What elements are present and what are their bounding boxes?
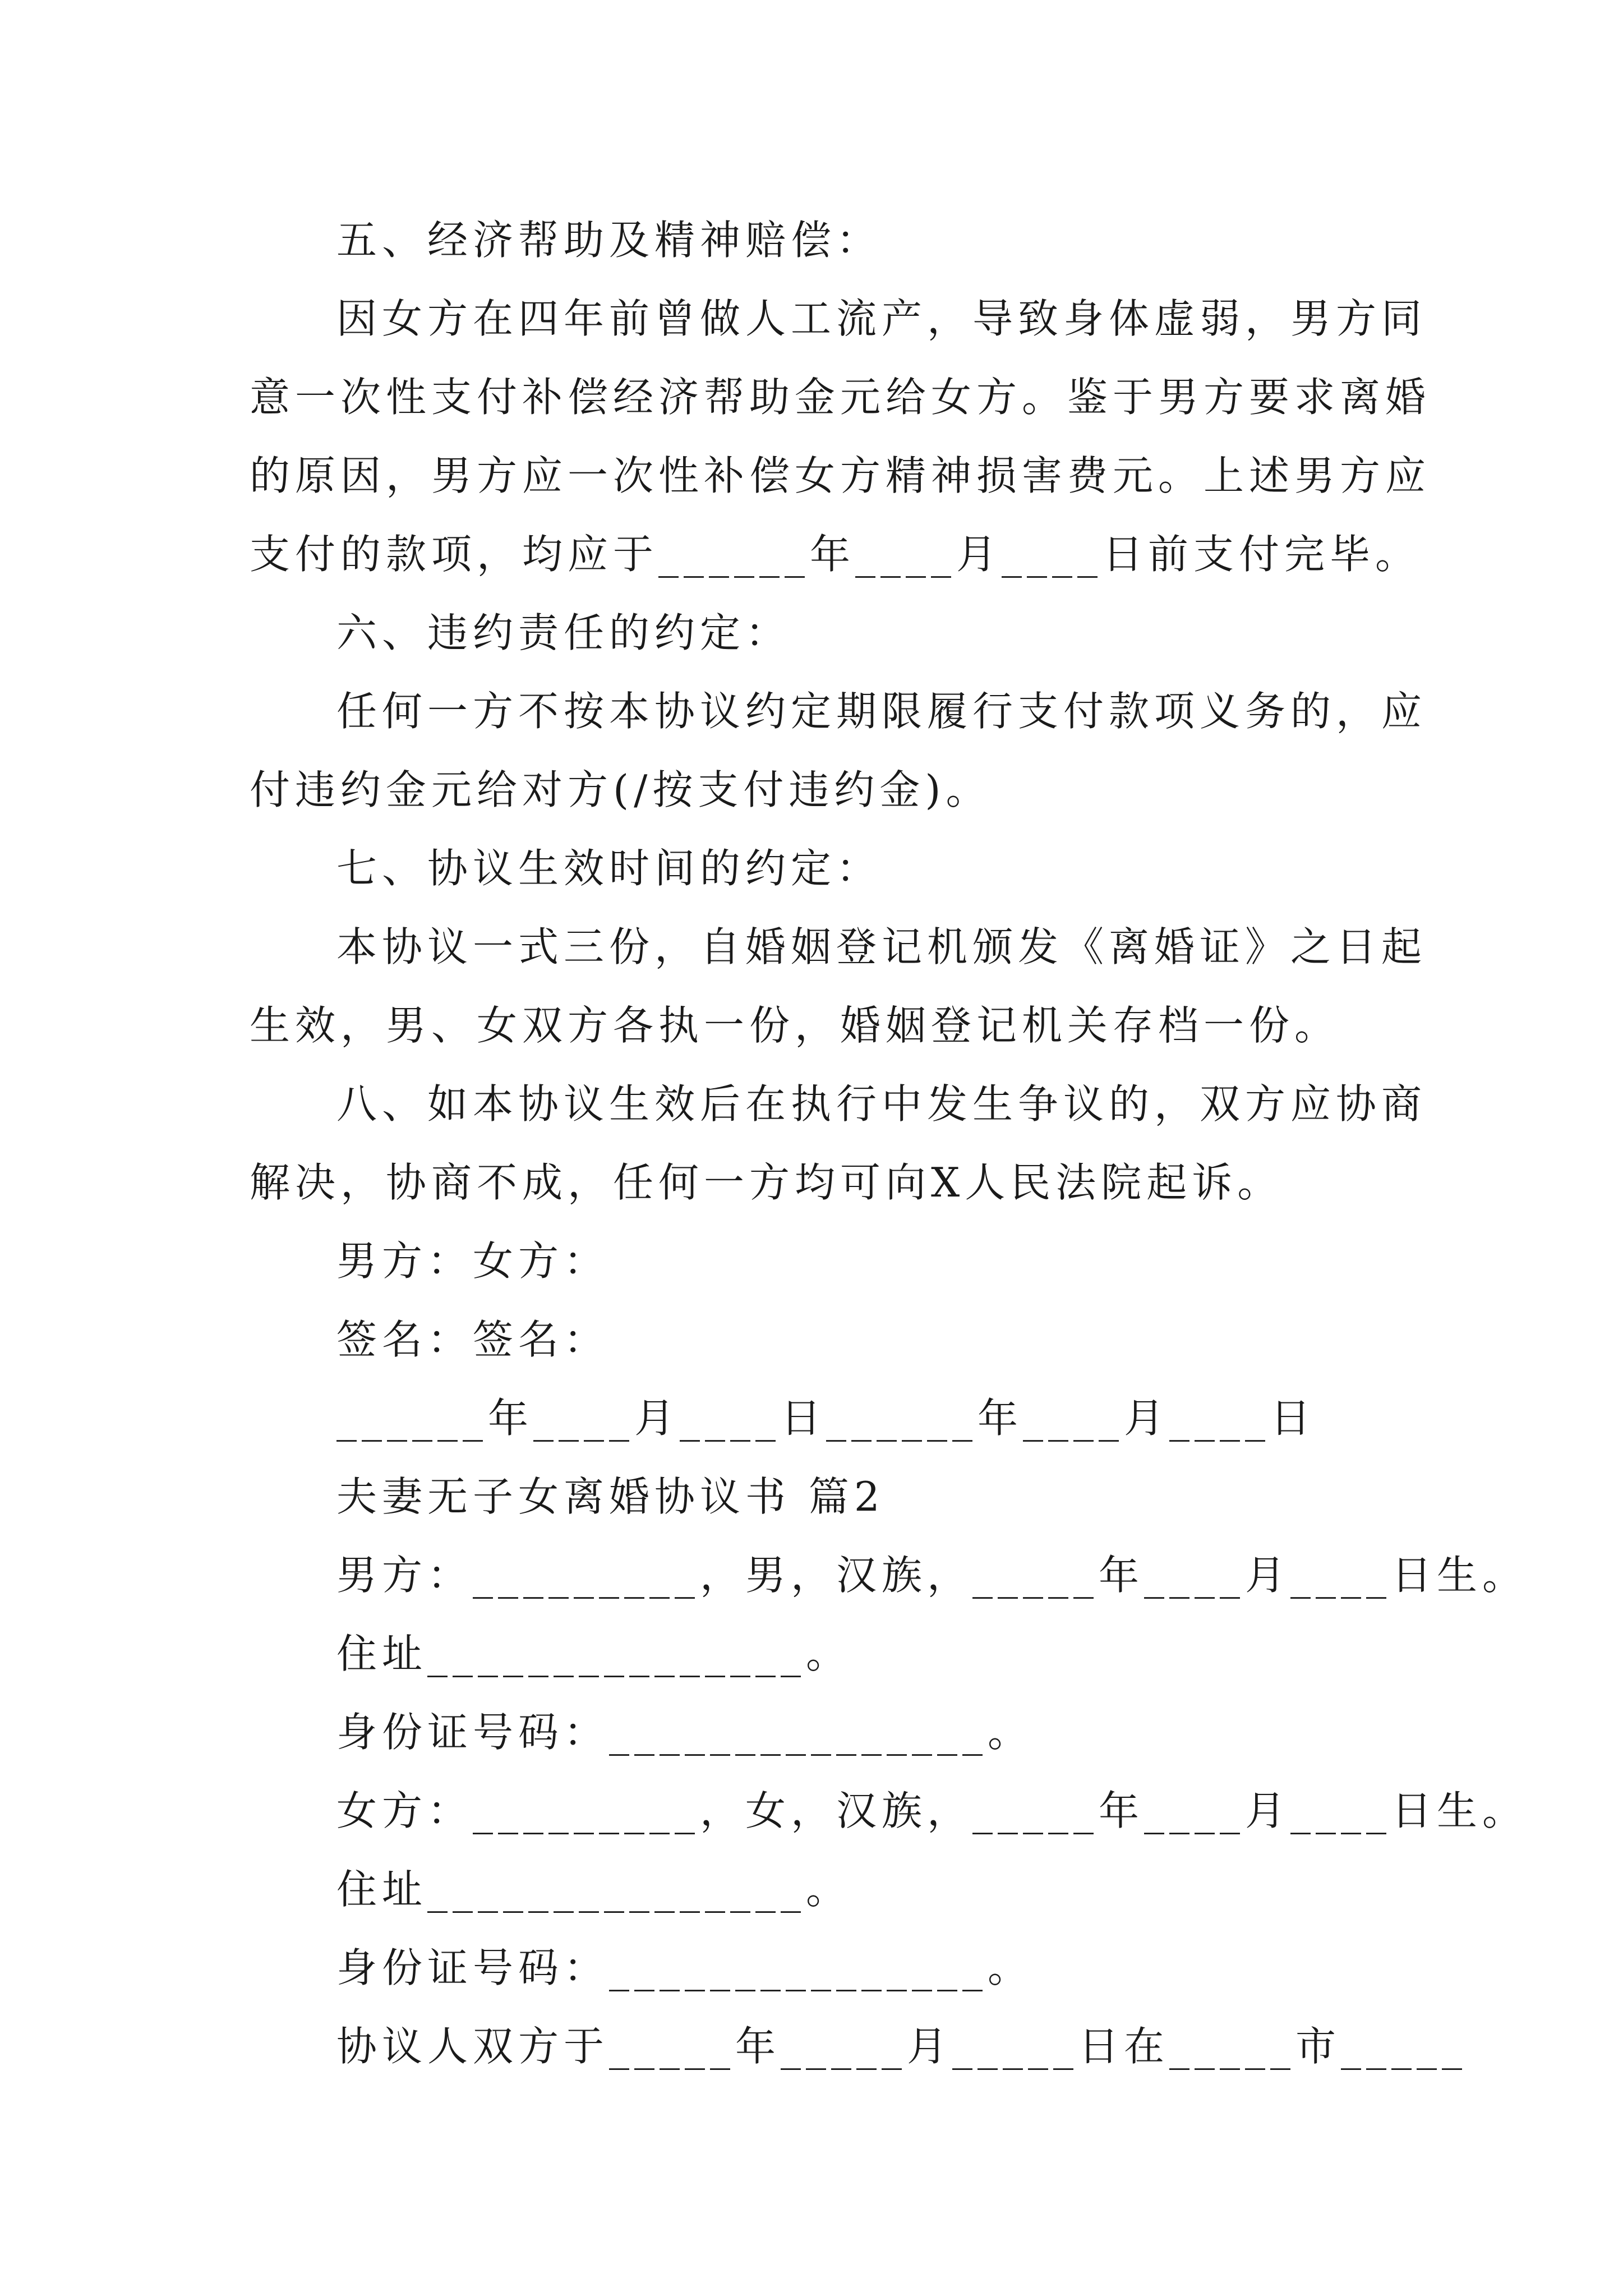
paragraph-line: 付违约金元给对方(/按支付违约金)。	[250, 766, 992, 813]
parties-label-line: 男方：女方：	[336, 1237, 610, 1285]
signature-date-line: ______年____月____日______年____月____日	[336, 1395, 1316, 1442]
male-address-line: 住址_______________。	[336, 1630, 852, 1677]
paragraph-line: 意一次性支付补偿经济帮助金元给女方。鉴于男方要求离婚	[250, 374, 1431, 421]
paragraph-line: 任何一方不按本协议约定期限履行支付款项义务的，应	[336, 688, 1427, 735]
section-5-heading: 五、经济帮助及精神赔偿：	[336, 217, 882, 264]
female-id-line: 身份证号码：_______________。	[336, 1944, 1034, 1991]
female-address-line: 住址_______________。	[336, 1866, 852, 1913]
signature-label-line: 签名：签名：	[336, 1316, 610, 1363]
section-6-heading: 六、违约责任的约定：	[336, 609, 791, 656]
paragraph-line: 因女方在四年前曾做人工流产，导致身体虚弱，男方同	[336, 295, 1427, 342]
paragraph-line: 解决，协商不成，任何一方均可向X人民法院起诉。	[250, 1159, 1283, 1206]
paragraph-line: 生效，男、女双方各执一份，婚姻登记机关存档一份。	[250, 1002, 1340, 1049]
section-8-paragraph: 八、如本协议生效后在执行中发生争议的，双方应协商	[336, 1080, 1427, 1128]
female-party-line: 女方：_________，女，汉族，_____年____月____日生。	[336, 1787, 1528, 1834]
agreement-intro-line: 协议人双方于_____年_____月_____日在_____市_____	[336, 2023, 1468, 2070]
male-id-line: 身份证号码：_______________。	[336, 1709, 1034, 1756]
section-7-heading: 七、协议生效时间的约定：	[336, 845, 882, 892]
paragraph-line: 本协议一式三份，自婚姻登记机颁发《离婚证》之日起	[336, 923, 1427, 970]
paragraph-line: 的原因，男方应一次性补偿女方精神损害费元。上述男方应	[250, 452, 1431, 499]
paragraph-line: 支付的款项，均应于______年____月____日前支付完毕。	[250, 531, 1421, 578]
male-party-line: 男方：_________，男，汉族，_____年____月____日生。	[336, 1552, 1528, 1599]
section-title: 夫妻无子女离婚协议书 篇2	[336, 1473, 885, 1520]
